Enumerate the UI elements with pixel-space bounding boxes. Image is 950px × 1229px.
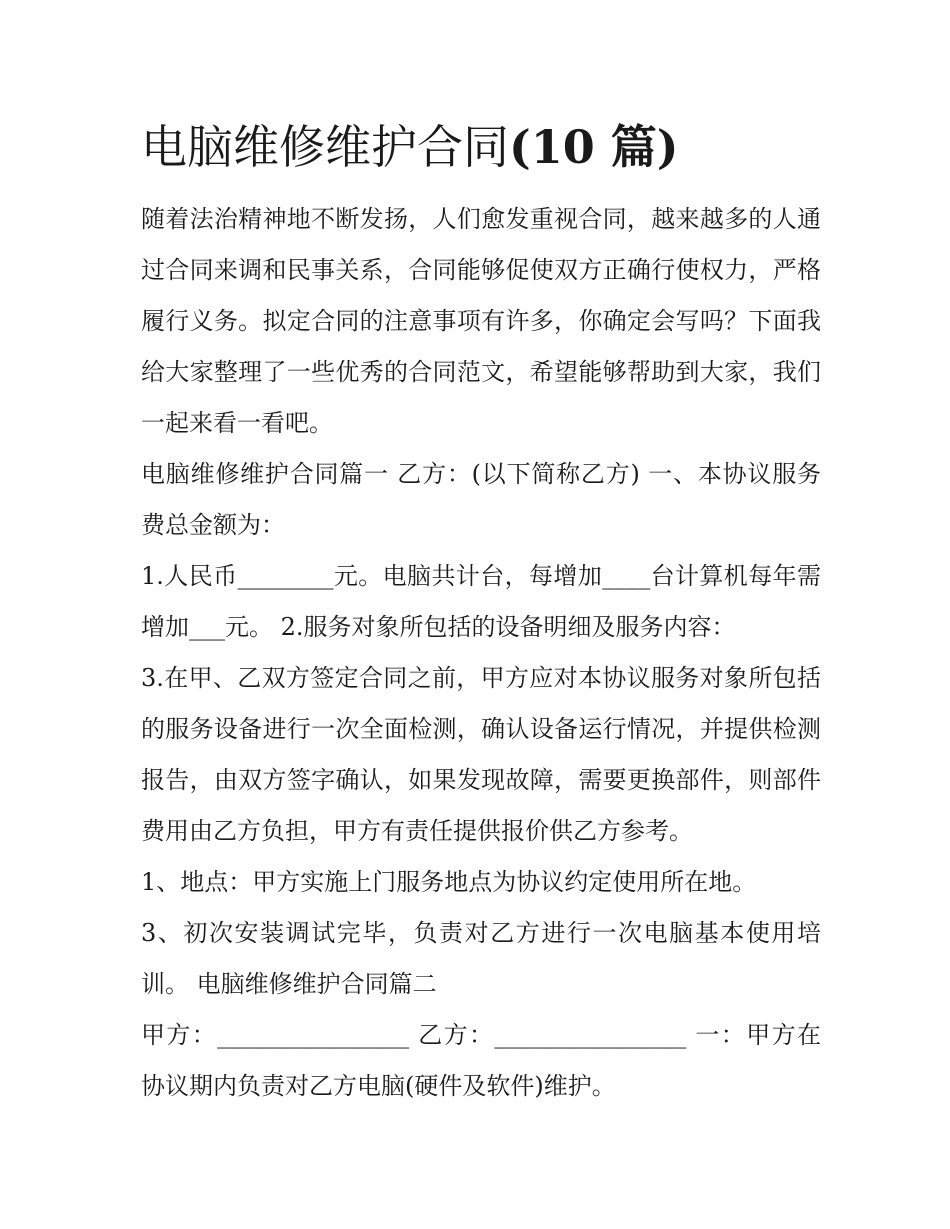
document-title-suffix: (10 篇): [509, 120, 679, 174]
contract-one-heading-paragraph: 电脑维修维护合同篇一 乙方：(以下简称乙方) 一、本协议服务费总金额为：: [141, 460, 821, 539]
fee-paragraph: 1.人民币________元。电脑共计台，每增加____台计算机每年需增加___元。 2.服务对象所包括的设备明细及服务内容：: [141, 562, 821, 641]
intro-paragraph: 随着法治精神地不断发扬，人们愈发重视合同，越来越多的人通过合同来调和民事关系，合同能够促使双方正确行使权力，严格履行义务。拟定合同的注意事项有许多，你确定会写吗？下面我给大家整理了一些优秀的合同范文，希望能够帮助到大家，我们一起来看一看吧。: [141, 205, 821, 437]
document-title: [141, 110, 821, 184]
document-page: [141, 110, 821, 1112]
parties-paragraph: 甲方：________________ 乙方：________________ 一：甲方在协议期内负责对乙方电脑(硬件及软件)维护。: [141, 1021, 821, 1100]
training-paragraph: 3、初次安装调试完毕，负责对乙方进行一次电脑基本使用培训。 电脑维修维护合同篇二: [141, 919, 821, 998]
location-paragraph: 1、地点：甲方实施上门服务地点为协议约定使用所在地。: [141, 868, 757, 896]
inspection-paragraph: 3.在甲、乙双方签定合同之前，甲方应对本协议服务对象所包括的服务设备进行一次全面检测，确认设备运行情况，并提供检测报告，由双方签字确认，如果发现故障，需要更换部件，则部件费用由乙方负担，甲方有责任提供报价供乙方参考。: [141, 664, 821, 845]
document-body: [141, 194, 821, 1112]
document-title-text: 电脑维修维护合同: [141, 120, 509, 174]
